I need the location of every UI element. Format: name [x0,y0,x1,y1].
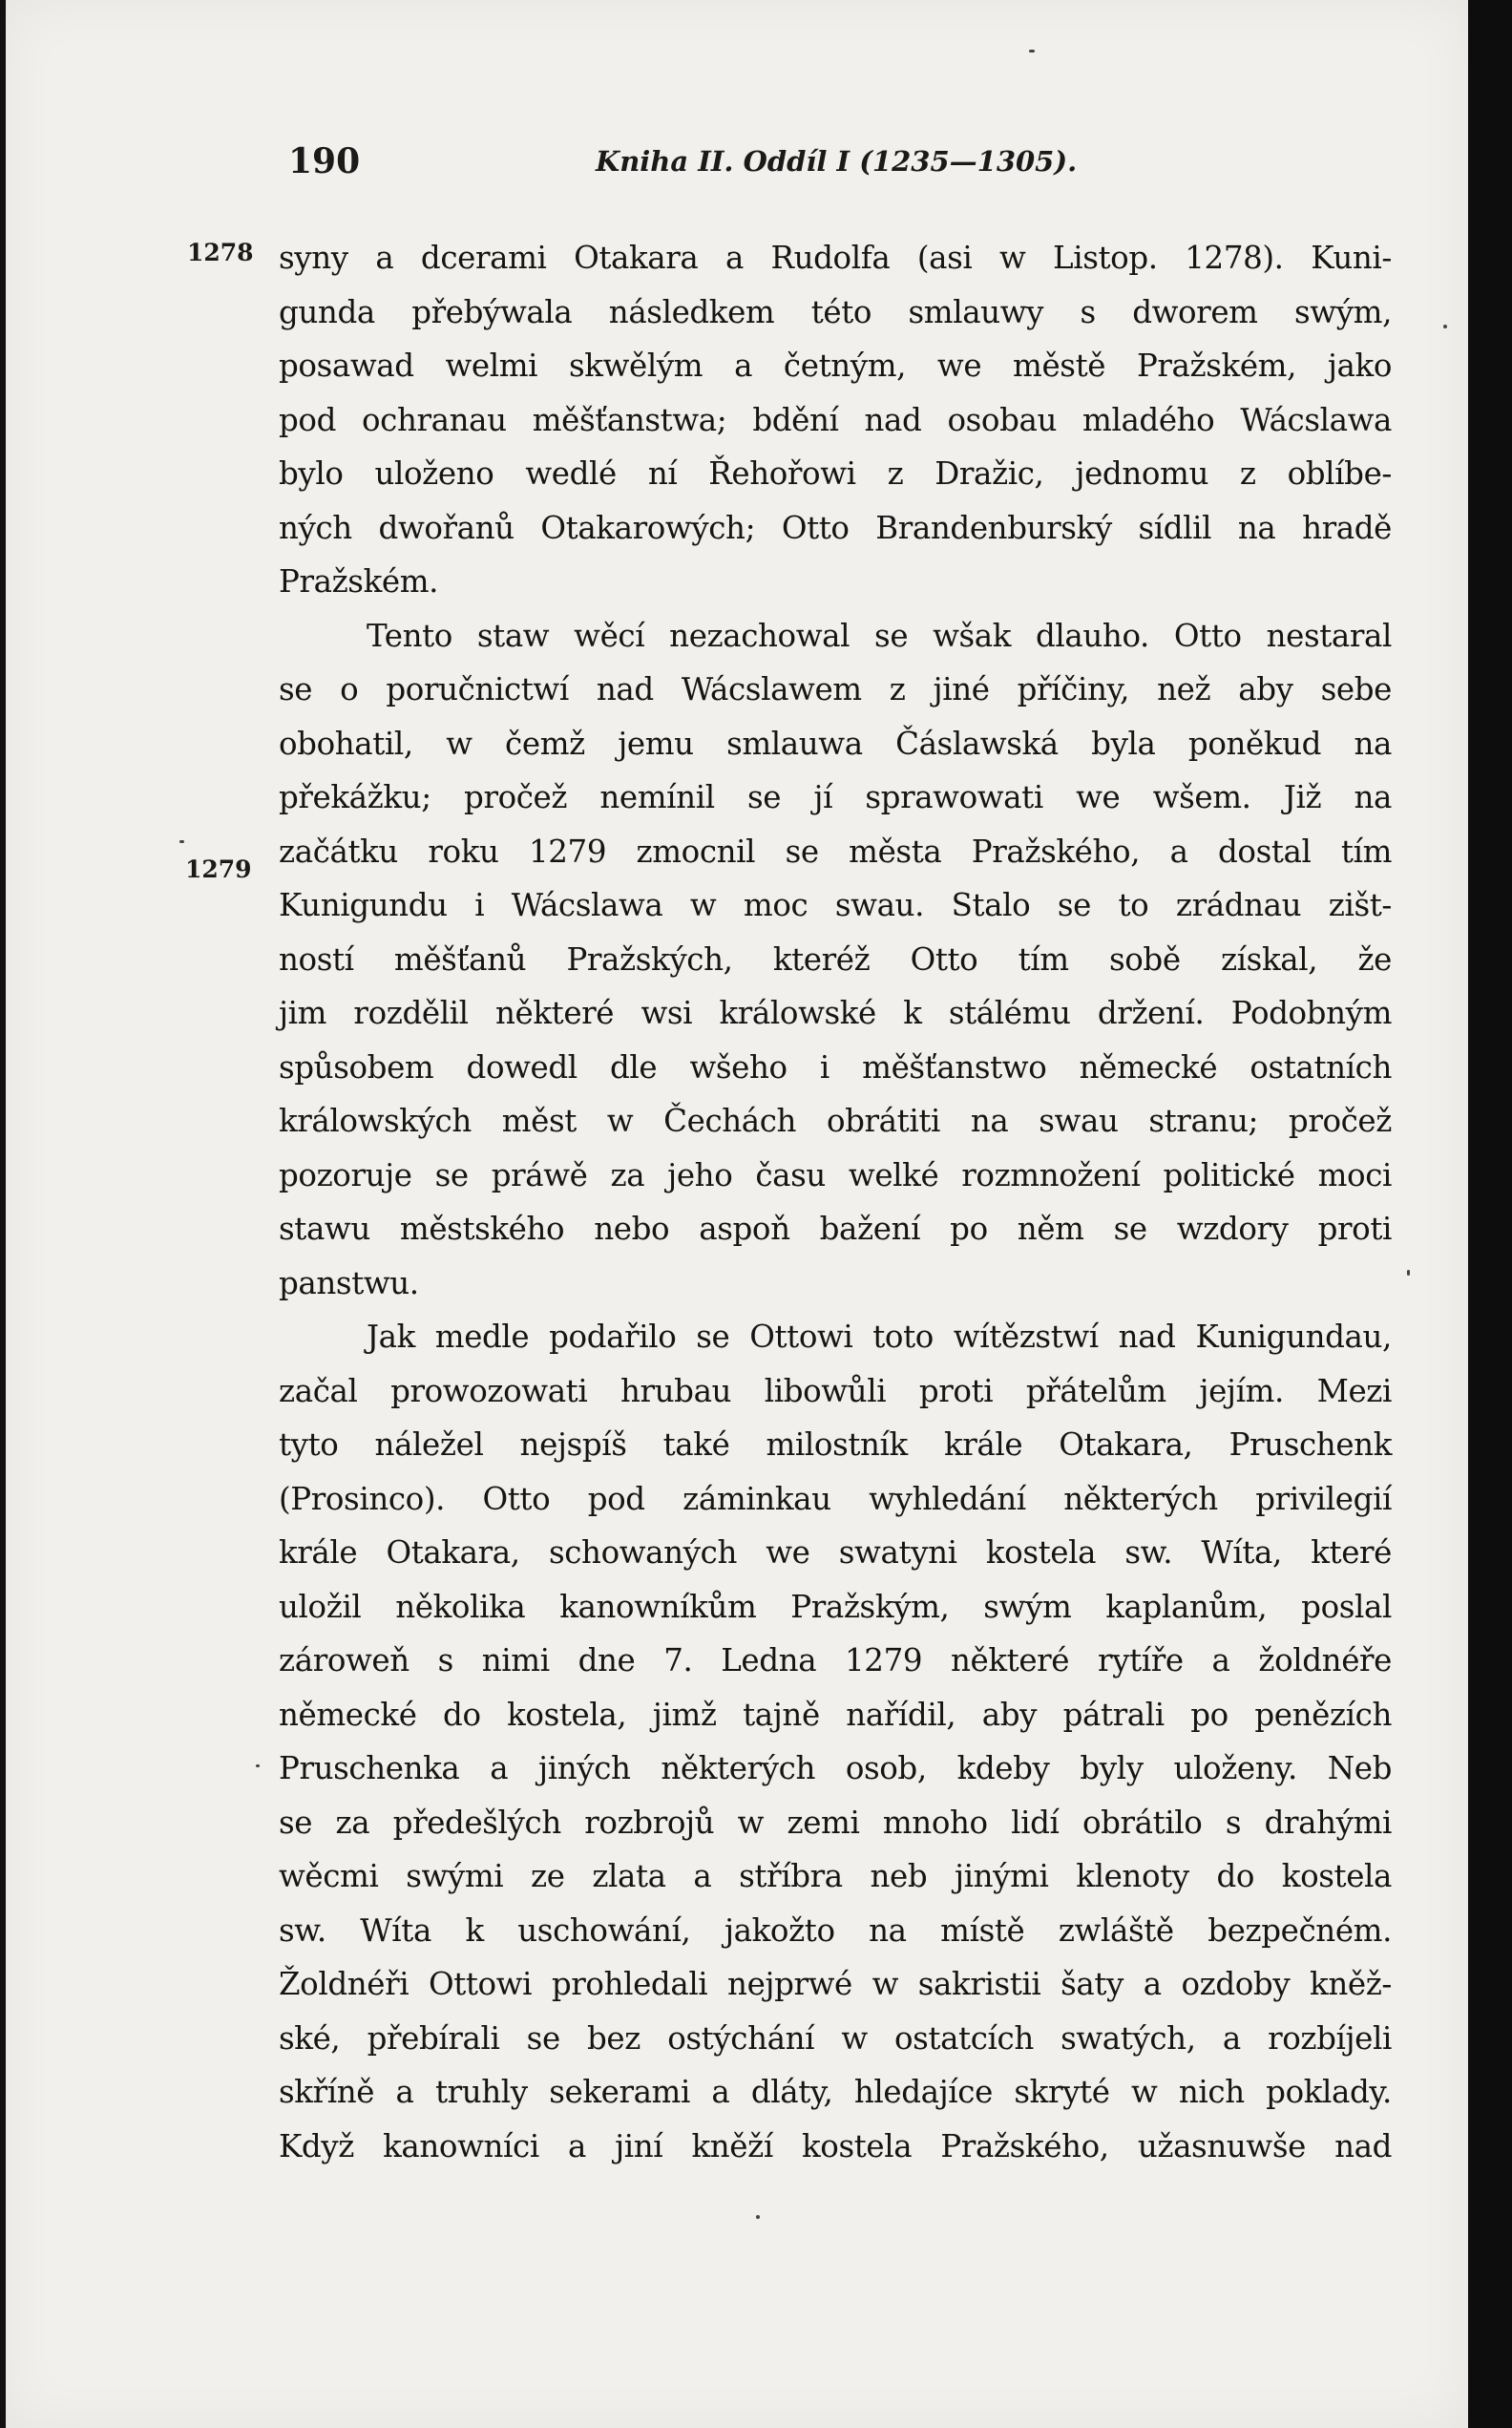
text-line: Pruschenka a jiných některých osob, kdeby byly uloženy. Neb [279,1750,1392,1786]
text-line: bylo uloženo wedlé ní Řehořowi z Dražic, jednomu z oblíbe- [279,455,1392,492]
text-line: Žoldnéři Ottowi prohledali nejprwé w sakristii šaty a ozdoby kněž- [279,1966,1392,2002]
text-line: ných dwořanů Otakarowých; Otto Brandenburský sídlil na hradě [279,509,1392,546]
text-line: překážku; pročež nemínil se jí sprawowati we wšem. Již na [279,779,1392,815]
running-head: Kniha II. Oddíl I (1235—1305). [596,145,1078,178]
paper-speck [1407,1270,1410,1276]
text-line: ností měšťanů Pražských, kteréž Otto tím sobě získal, že [279,940,1392,978]
book-page [6,0,1468,2428]
body-text [279,231,1392,2173]
text-line: obohatil, w čemž jemu smlauwa Čáslawská byla poněkud na [279,725,1392,762]
text-line: jim rozdělil některé wsi králowské k stálému držení. Podobným [279,995,1392,1031]
scan-edge [1468,0,1512,2428]
text-line: uložil několika kanowníkům Pražským, swým kaplanům, poslal [279,1588,1392,1625]
text-line: zároweň s nimi dne 7. Ledna 1279 některé rytíře a žoldnéře [279,1642,1392,1678]
text-line: se za předešlých rozbrojů w zemi mnoho lidí obrátilo s drahými [279,1804,1392,1841]
text-line: Tento staw wěcí nezachowal se wšak dlauho. Otto nestaral [367,617,1392,654]
text-line: skříně a truhly sekerami a dláty, hledajíce skryté w nich poklady. [279,2074,1392,2110]
paper-speck [756,2215,760,2219]
paper-speck [256,1764,260,1767]
page-header [288,141,1390,187]
text-line: syny a dcerami Otakara a Rudolfa (asi w Listop. 1278). Kuni- [279,240,1392,276]
text-line: Kunigundu i Wácslawa w moc swau. Stalo se to zrádnau zišt- [279,887,1392,923]
text-line: Pražském. [279,563,439,600]
text-line: spůsobem dowedl dle wšeho i měšťanstwo německé ostatních [279,1048,1392,1086]
text-line: králowských měst w Čechách obrátiti na swau stranu; pročež [279,1103,1392,1139]
text-line: tyto náležel nejspíš také milostník krále Otakara, Pruschenk [279,1426,1392,1463]
text-line: začal prowozowati hrubau libowůli proti přátelům jejím. Mezi [279,1372,1392,1409]
text-line: sw. Wíta k uschowání, jakožto na místě zwláště bezpečném. [279,1911,1392,1949]
text-line: stawu městského nebo aspoň bažení po něm se wzdory proti [279,1211,1392,1247]
text-line: se o poručnictwí nad Wácslawem z jiné příčiny, než aby sebe [279,671,1392,707]
text-line: krále Otakara, schowaných we swatyni kostela sw. Wíta, které [279,1534,1392,1571]
text-line: Jak medle podařilo se Ottowi toto wítězstwí nad Kunigundau, [367,1319,1392,1355]
text-line: gunda přebýwala následkem této smlauwy s dworem swým, [279,293,1392,330]
text-line: Když kanowníci a jiní kněží kostela Pražského, užasnuwše nad [279,2127,1392,2164]
text-line: pod ochranau měšťanstwa; bdění nad osobau mladého Wácslawa [279,401,1392,438]
text-line: wěcmi swými ze zlata a stříbra neb jinými klenoty do kostela [279,1858,1392,1894]
text-line: (Prosinco). Otto pod záminkau wyhledání některých privilegií [279,1480,1392,1517]
text-line: posawad welmi skwělým a četným, we městě Pražském, jako [279,348,1392,384]
paper-speck [1029,50,1035,53]
text-line: německé do kostela, jimž tajně nařídil, aby pátrali po penězích [279,1696,1392,1733]
text-line: začátku roku 1279 zmocnil se města Pražského, a dostal tím [279,833,1392,870]
page-number: 190 [288,141,361,181]
paper-speck [179,840,184,843]
margin-year-note: 1279 [185,855,252,883]
paper-speck [1443,325,1447,328]
margin-year-note: 1278 [187,239,254,266]
text-line: pozoruje se práwě za jeho času welké rozmnožení politické moci [279,1156,1392,1193]
text-line: ské, přebírali se bez ostýchání w ostatcích swatých, a rozbíjeli [279,2019,1392,2057]
text-line: panstwu. [279,1264,419,1301]
